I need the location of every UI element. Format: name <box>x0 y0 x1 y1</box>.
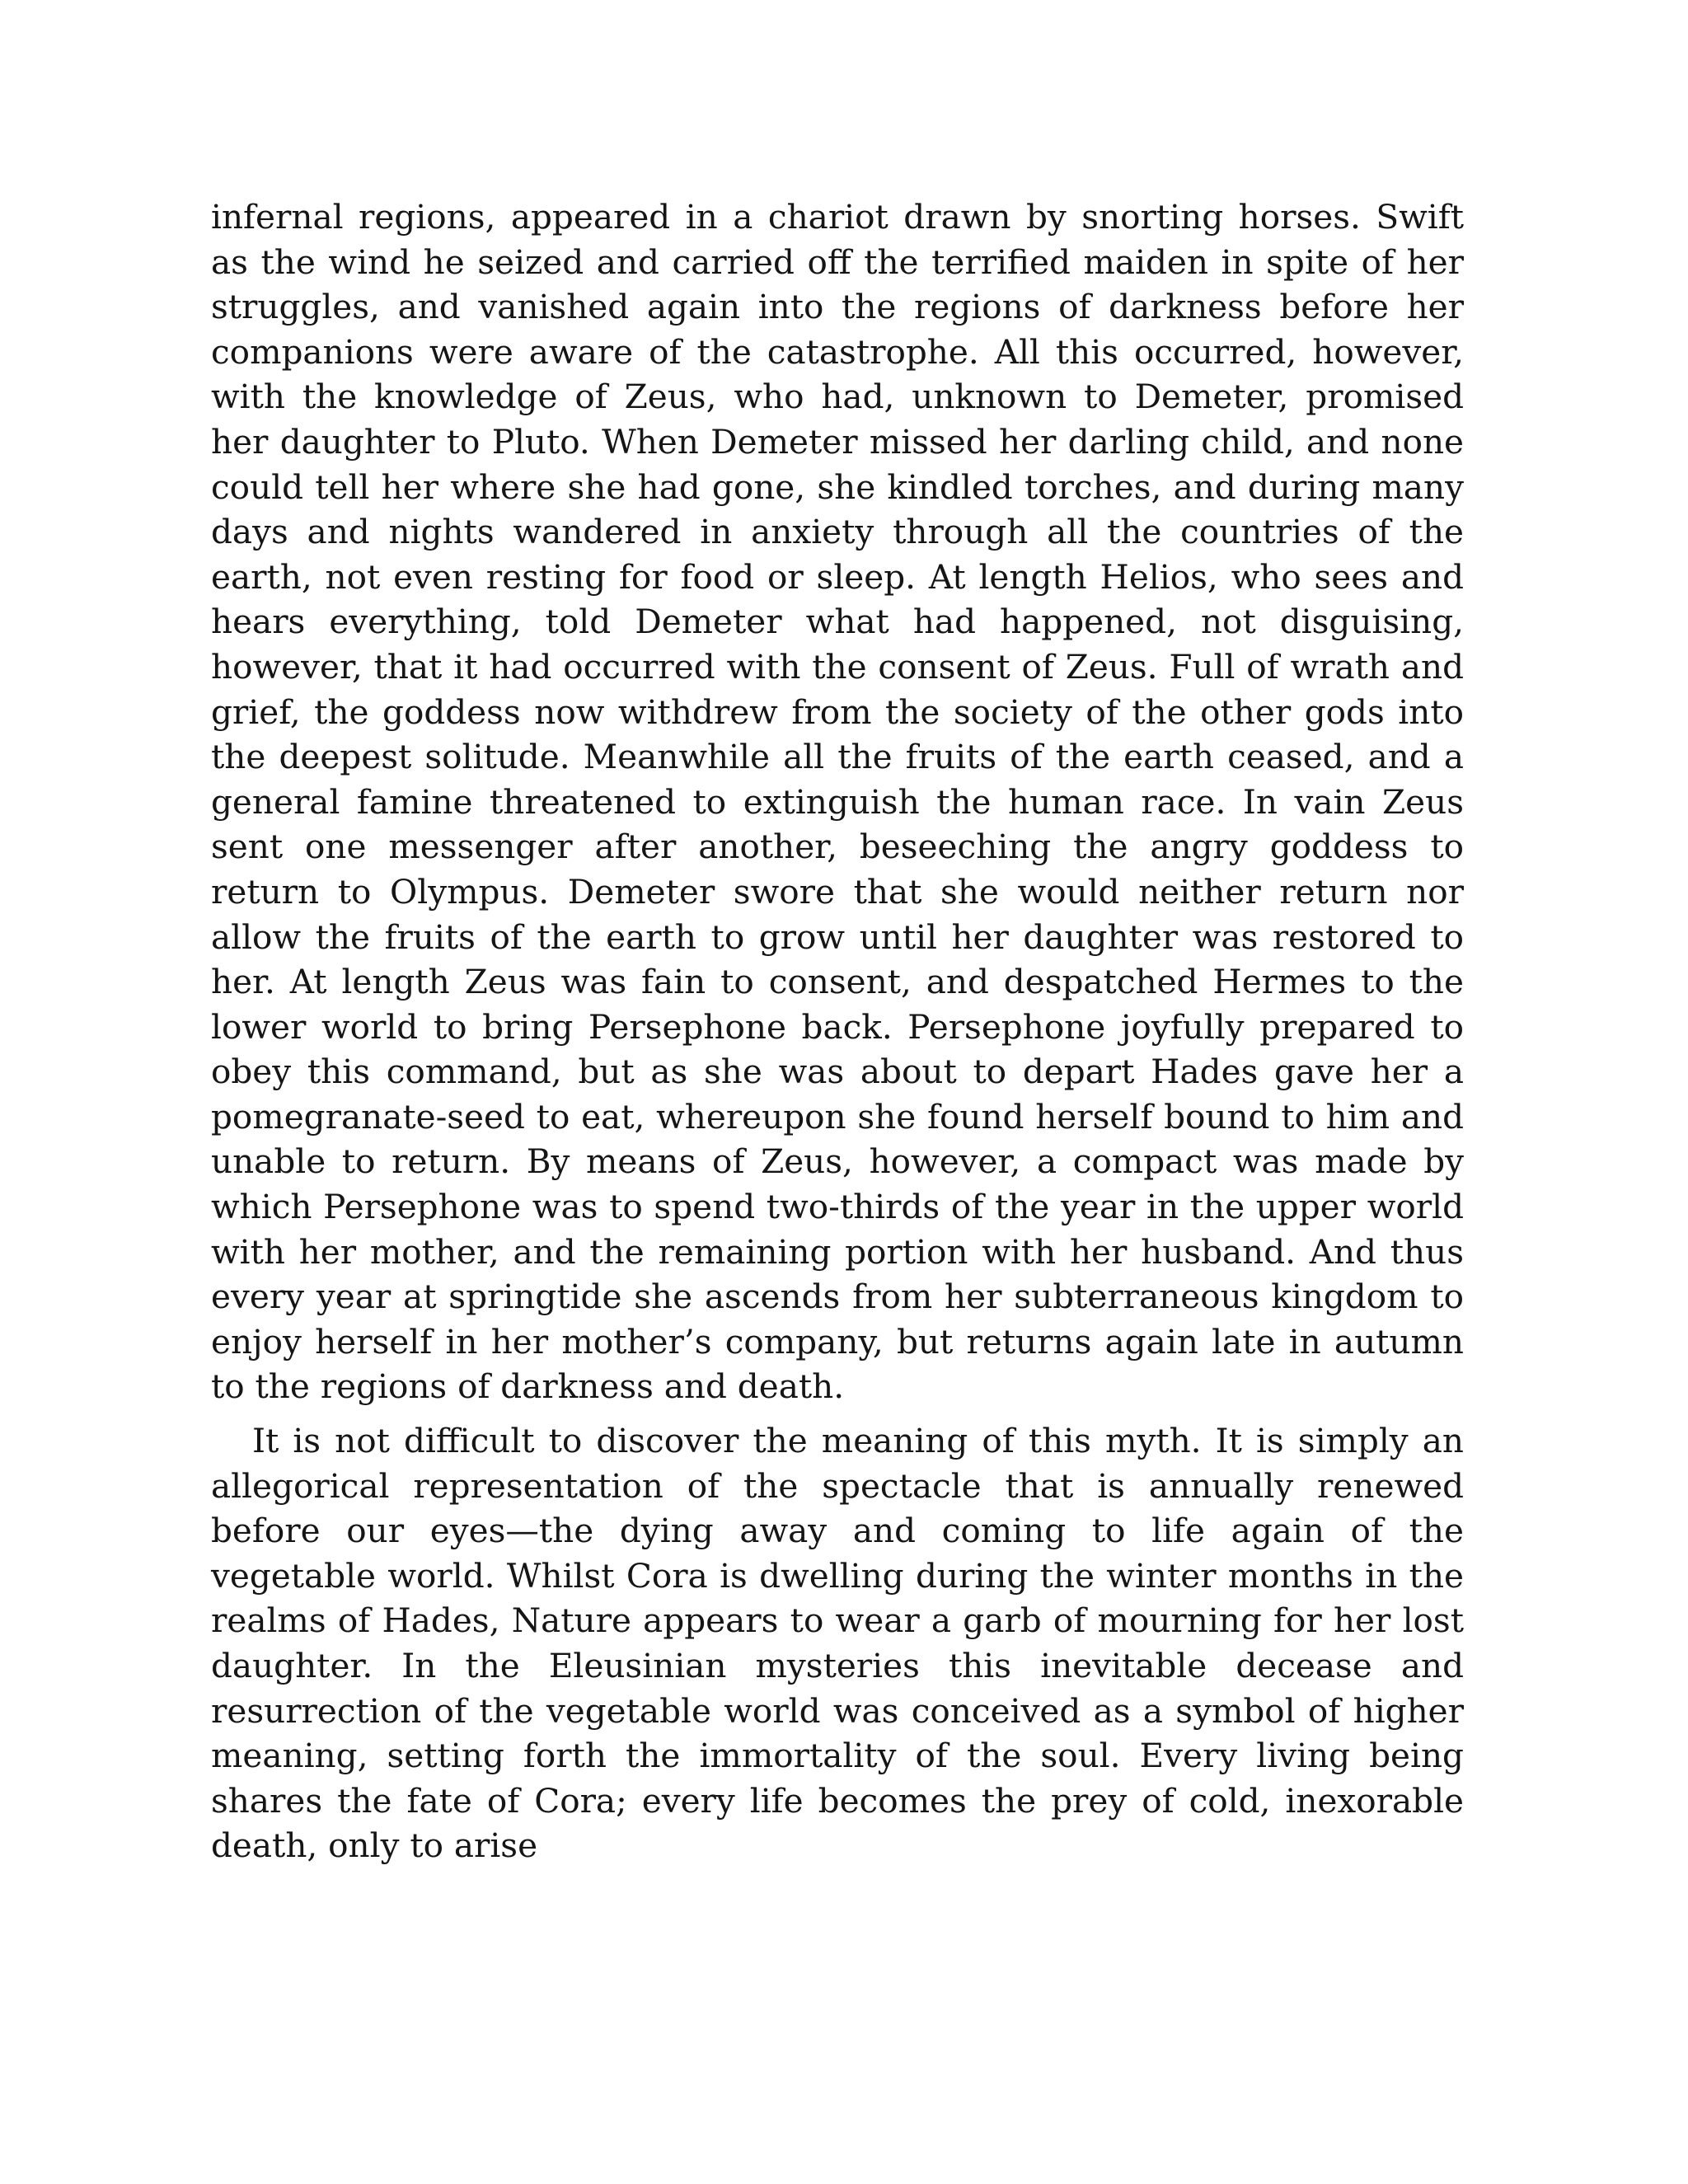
page-body <box>211 194 1464 1868</box>
paragraph-myth-meaning: It is not difficult to discover the meaning of this myth. It is simply an allegorical representation of the spectacle that is annually renewed before our eyes—the dying away and coming to life again of the vegetable world. Whilst Cora is dwelling during the winter months in the realms of Hades, Nature appears to wear a garb of mourning for her lost daughter. In the Eleusinian mysteries this inevitable decease and resurrection of the vegetable world was conceived as a symbol of higher meaning, setting forth the immortality of the soul. Every living being shares the fate of Cora; every life becomes the prey of cold, inexorable death, only to arise <box>211 1421 1464 1866</box>
paragraph-continuation: infernal regions, appeared in a chariot drawn by snorting horses. Swift as the wind he seized and carried off the terrified maiden in spite of her struggles, and vanished again into the regions of darkness before her companions were aware of the catastrophe. All this occurred, however, with the knowledge of Zeus, who had, unknown to Demeter, promised her daughter to Pluto. When Demeter missed her darling child, and none could tell her where she had gone, she kindled torches, and during many days and nights wandered in anxiety through all the countries of the earth, not even resting for food or sleep. At length Helios, who sees and hears everything, told Demeter what had happened, not disguising, however, that it had occurred with the consent of Zeus. Full of wrath and grief, the goddess now withdrew from the society of the other gods into the deepest solitude. Meanwhile all the fruits of the earth ceased, and a general famine threatened to extinguish the human race. In vain Zeus sent one messenger after another, beseeching the angry goddess to return to Olympus. Demeter swore that she would neither return nor allow the fruits of the earth to grow until her daughter was restored to her. At length Zeus was fain to consent, and despatched Hermes to the lower world to bring Persephone back. Persephone joyfully prepared to obey this command, but as she was about to depart Hades gave her a pomegranate-seed to eat, whereupon she found herself bound to him and unable to return. By means of Zeus, however, a compact was made by which Persephone was to spend two-thirds of the year in the upper world with her mother, and the remaining portion with her husband. And thus every year at springtide she ascends from her subterraneous kingdom to enjoy herself in her mother’s company, but returns again late in autumn to the regions of darkness and death. <box>211 197 1464 1407</box>
